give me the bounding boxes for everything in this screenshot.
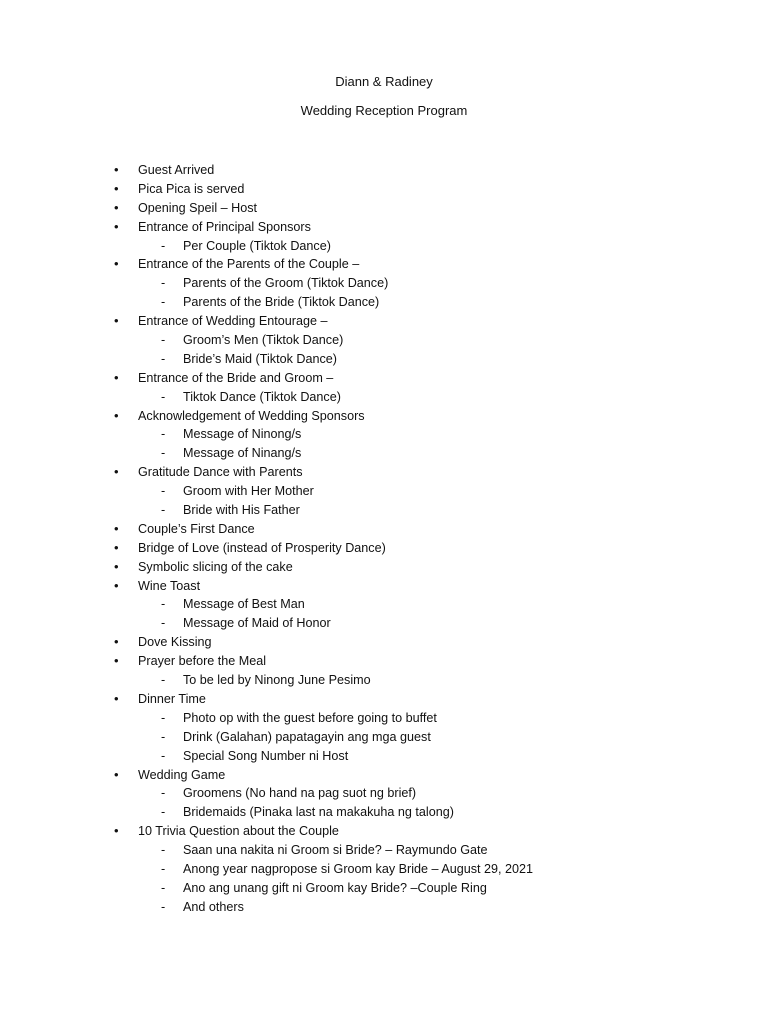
program-subitem-text: Photo op with the guest before going to buffet bbox=[183, 710, 437, 725]
bullet-icon: • bbox=[114, 766, 119, 782]
bullet-icon: • bbox=[114, 256, 119, 272]
program-item bbox=[0, 199, 768, 218]
bullet-icon: • bbox=[114, 313, 119, 329]
program-item-text: Wine Toast bbox=[138, 578, 201, 593]
dash-marker: - bbox=[161, 276, 166, 291]
program-item bbox=[0, 312, 768, 331]
program-item bbox=[0, 161, 768, 180]
program-item bbox=[0, 463, 768, 482]
program-subitem bbox=[0, 331, 768, 350]
program-subitem bbox=[0, 860, 768, 879]
program-item bbox=[0, 558, 768, 577]
program-subitem-text: Per Couple (Tiktok Dance) bbox=[183, 238, 331, 253]
dash-marker: - bbox=[161, 748, 166, 763]
program-subitem bbox=[0, 482, 768, 501]
program-item-text: Bridge of Love (instead of Prosperity Dance) bbox=[138, 540, 386, 555]
document-subtitle: Wedding Reception Program bbox=[300, 103, 468, 118]
program-subitem-text: Parents of the Bride (Tiktok Dance) bbox=[183, 295, 380, 310]
program-subitem bbox=[0, 388, 768, 407]
program-subitem-text: Bride with His Father bbox=[183, 503, 300, 518]
program-item-text: Gratitude Dance with Parents bbox=[138, 465, 303, 480]
program-item-text: Entrance of Wedding Entourage – bbox=[138, 314, 328, 329]
program-subitem-text: Bridemaids (Pinaka last na makakuha ng talong) bbox=[183, 805, 454, 820]
bullet-icon: • bbox=[114, 464, 119, 480]
program-subitem-text: Tiktok Dance (Tiktok Dance) bbox=[183, 389, 341, 404]
program-subitem-text: Groomens (No hand na pag suot ng brief) bbox=[183, 786, 417, 801]
dash-marker: - bbox=[161, 899, 166, 914]
program-item bbox=[0, 255, 768, 274]
program-subitem bbox=[0, 237, 768, 256]
bullet-icon: • bbox=[114, 539, 119, 555]
dash-marker: - bbox=[161, 238, 166, 253]
program-subitem bbox=[0, 747, 768, 766]
program-subitem-text: Anong year nagpropose si Groom kay Bride – August 29, 2021 bbox=[183, 861, 534, 876]
program-item-text: 10 Trivia Question about the Couple bbox=[138, 824, 339, 839]
program-subitem-text: Bride’s Maid (Tiktok Dance) bbox=[183, 351, 337, 366]
program-subitem bbox=[0, 803, 768, 822]
program-item-text: Guest Arrived bbox=[138, 163, 215, 177]
program-item bbox=[0, 539, 768, 558]
program-subitem-text: Groom with Her Mother bbox=[183, 484, 314, 499]
bullet-icon: • bbox=[114, 407, 119, 423]
program-subitem bbox=[0, 728, 768, 747]
bullet-icon: • bbox=[114, 634, 119, 650]
program-item-text: Opening Speil – Host bbox=[138, 200, 258, 215]
program-item bbox=[0, 766, 768, 785]
program-subitem bbox=[0, 425, 768, 444]
program-subitem-text: Parents of the Groom (Tiktok Dance) bbox=[183, 276, 389, 291]
program-item-text: Wedding Game bbox=[138, 767, 226, 782]
program-item bbox=[0, 180, 768, 199]
bullet-icon: • bbox=[114, 690, 119, 706]
program-subitem bbox=[0, 709, 768, 728]
program-item bbox=[0, 407, 768, 426]
program-item-text: Acknowledgement of Wedding Sponsors bbox=[138, 408, 365, 423]
program-item bbox=[0, 577, 768, 596]
program-subitem-text: To be led by Ninong June Pesimo bbox=[183, 673, 371, 688]
program-item-text: Entrance of the Bride and Groom – bbox=[138, 370, 334, 385]
program-item bbox=[0, 218, 768, 237]
program-subitem-text: Ano ang unang gift ni Groom kay Bride? –Couple Ring bbox=[183, 880, 487, 895]
dash-marker: - bbox=[161, 295, 166, 310]
program-subitem bbox=[0, 501, 768, 520]
program-subitem bbox=[0, 350, 768, 369]
program-item-text: Dinner Time bbox=[138, 691, 206, 706]
dash-marker: - bbox=[161, 843, 166, 858]
program-item-text: Pica Pica is served bbox=[138, 181, 245, 196]
program-subitem bbox=[0, 841, 768, 860]
program-subitem bbox=[0, 614, 768, 633]
bullet-icon: • bbox=[114, 520, 119, 536]
dash-marker: - bbox=[161, 446, 166, 461]
program-item-text: Prayer before the Meal bbox=[138, 654, 267, 669]
dash-marker: - bbox=[161, 880, 166, 895]
bullet-icon: • bbox=[114, 369, 119, 385]
program-subitem-text: Special Song Number ni Host bbox=[183, 748, 349, 763]
bullet-icon: • bbox=[114, 823, 119, 839]
program-subitem bbox=[0, 898, 768, 917]
bullet-icon: • bbox=[114, 218, 119, 234]
bullet-icon: • bbox=[114, 577, 119, 593]
program-subitem bbox=[0, 671, 768, 690]
program-subitem-text: Message of Best Man bbox=[183, 597, 305, 612]
program-item-text: Entrance of Principal Sponsors bbox=[138, 219, 311, 234]
dash-marker: - bbox=[161, 427, 166, 442]
program-item bbox=[0, 520, 768, 539]
dash-marker: - bbox=[161, 351, 166, 366]
dash-marker: - bbox=[161, 484, 166, 499]
program-subitem-text: And others bbox=[183, 899, 244, 914]
program-item-text: Couple’s First Dance bbox=[138, 521, 255, 536]
program-subitem bbox=[0, 274, 768, 293]
program-item-text: Symbolic slicing of the cake bbox=[138, 559, 293, 574]
program-item bbox=[0, 690, 768, 709]
bullet-icon: • bbox=[114, 558, 119, 574]
program-item-text: Entrance of the Parents of the Couple – bbox=[138, 257, 360, 272]
program-subitem-text: Saan una nakita ni Groom si Bride? – Raymundo Gate bbox=[183, 843, 488, 858]
dash-marker: - bbox=[161, 786, 166, 801]
program-subitem-text: Message of Ninang/s bbox=[183, 446, 302, 461]
program-subitem-text: Groom’s Men (Tiktok Dance) bbox=[183, 333, 344, 348]
document-title: Diann & Radiney bbox=[335, 74, 433, 89]
program-item bbox=[0, 822, 768, 841]
dash-marker: - bbox=[161, 729, 166, 744]
dash-marker: - bbox=[161, 673, 166, 688]
bullet-icon: • bbox=[114, 180, 119, 196]
bullet-icon: • bbox=[114, 162, 119, 177]
program-subitem bbox=[0, 784, 768, 803]
program-subitem-text: Drink (Galahan) papatagayin ang mga guest bbox=[183, 729, 431, 744]
program-subitem bbox=[0, 293, 768, 312]
program-subitem-text: Message of Maid of Honor bbox=[183, 616, 331, 631]
program-item bbox=[0, 369, 768, 388]
program-item bbox=[0, 633, 768, 652]
program-list bbox=[0, 161, 768, 917]
dash-marker: - bbox=[161, 710, 166, 725]
bullet-icon: • bbox=[114, 653, 119, 669]
program-subitem bbox=[0, 879, 768, 898]
dash-marker: - bbox=[161, 597, 166, 612]
dash-marker: - bbox=[161, 805, 166, 820]
program-subitem bbox=[0, 595, 768, 614]
dash-marker: - bbox=[161, 861, 166, 876]
program-item-text: Dove Kissing bbox=[138, 635, 212, 650]
dash-marker: - bbox=[161, 616, 166, 631]
program-subitem-text: Message of Ninong/s bbox=[183, 427, 302, 442]
dash-marker: - bbox=[161, 333, 166, 348]
dash-marker: - bbox=[161, 503, 166, 518]
dash-marker: - bbox=[161, 389, 166, 404]
program-item bbox=[0, 652, 768, 671]
program-subitem bbox=[0, 444, 768, 463]
bullet-icon: • bbox=[114, 199, 119, 215]
